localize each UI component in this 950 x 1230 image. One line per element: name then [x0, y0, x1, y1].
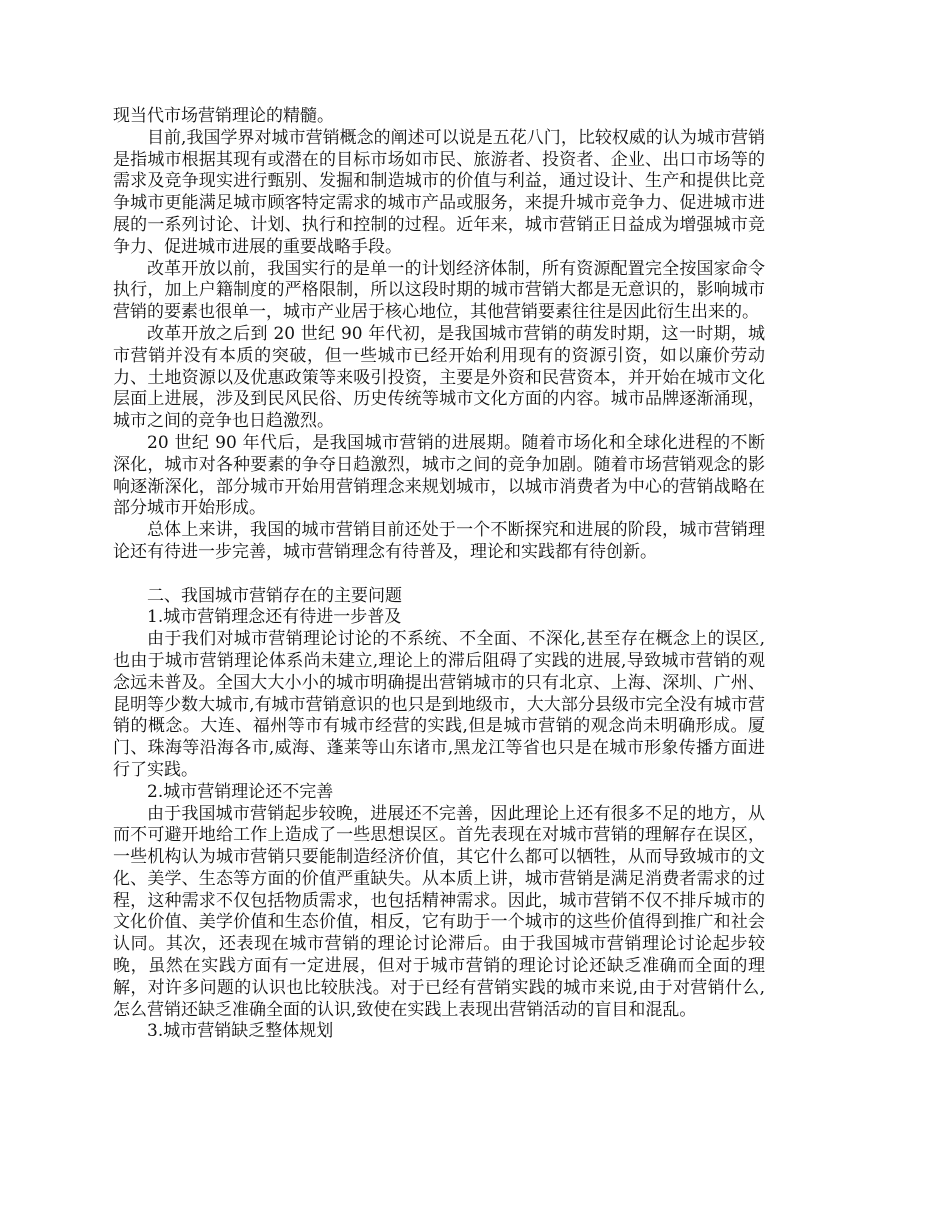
paragraph-pre-reform: 改革开放以前，我国实行的是单一的计划经济体制，所有资源配置完全按国家命令执行，加上户籍制度的严格限制，所以这段时期的城市营销大都是无意识的，影响城市营销的要素也很单一，城市产业居于核心地位，其他营销要素往往是因此衍生出来的。	[113, 258, 765, 323]
section-spacer	[113, 564, 765, 586]
paragraph-summary: 总体上来讲，我国的城市营销目前还处于一个不断探究和进展的阶段，城市营销理论还有待进一步完善，城市营销理念有待普及，理论和实践都有待创新。	[113, 520, 765, 562]
document-body	[113, 106, 765, 1043]
subsection-paragraph-1: 由于我们对城市营销理论讨论的不系统、不全面、不深化,甚至存在概念上的误区,也由于城市营销理论体系尚未建立,理论上的滞后阻碍了实践的进展,导致城市营销的观念远未普及。全国大大小小的城市明确提出营销城市的只有北京、上海、深圳、广州、昆明等少数大城市,有城市营销意识的也只是到地级市，大大部分县级市完全没有城市营销的概念。大连、福州等市有城市经营的实践,但是城市营销的观念尚未明确形成。厦门、珠海等沿海各市,威海、蓬莱等山东诸市,黑龙江等省也只是在城市形象传播方面进行了实践。	[113, 629, 765, 780]
paragraph-intro-fragment: 现当代市场营销理论的精髓。	[113, 106, 334, 126]
paragraph-development-period: 20 世纪 90 年代后，是我国城市营销的进展期。随着市场化和全球化进程的不断深化，城市对各种要素的争夺日趋激烈，城市之间的竞争加剧。随着市场营销观念的影响逐渐深化，部分城市开始用营销理念来规划城市，以城市消费者为中心的营销战略在部分城市开始形成。	[113, 432, 765, 519]
paragraph-definition: 目前,我国学界对城市营销概念的阐述可以说是五花八门，比较权威的认为城市营销是指城市根据其现有或潜在的目标市场如市民、旅游者、投资者、企业、出口市场等的需求及竞争现实进行甄别、发掘和制造城市的价值与利益，通过设计、生产和提供比竞争城市更能满足城市顾客特定需求的城市产品或服务，来提升城市竞争力、促进城市进展的一系列讨论、计划、执行和控制的过程。近年来，城市营销正日益成为增强城市竞争力、促进城市进展的重要战略手段。	[113, 127, 765, 257]
subsection-paragraph-2: 由于我国城市营销起步较晚，进展还不完善，因此理论上还有很多不足的地方，从而不可避开地给工作上造成了一些思想误区。首先表现在对城市营销的理解存在误区，一些机构认为城市营销只要能制造经济价值，其它什么都可以牺牲，从而导致城市的文化、美学、生态等方面的价值严重缺失。从本质上讲，城市营销是满足消费者需求的过程，这种需求不仅包括物质需求，也包括精神需求。因此，城市营销不仅不排斥城市的文化价值、美学价值和生态价值，相反，它有助于一个城市的这些价值得到推广和社会认同。其次，还表现在城市营销的理论讨论滞后。由于我国城市营销理论讨论起步较晚，虽然在实践方面有一定进展，但对于城市营销的理论讨论还缺乏准确而全面的理解，对许多问题的认识也比较肤浅。对于已经有营销实践的城市来说,由于对营销什么,怎么营销还缺乏准确全面的认识,致使在实践上表现出营销活动的盲目和混乱。	[113, 803, 765, 1020]
paragraph-early-period: 改革开放之后到 20 世纪 90 年代初，是我国城市营销的萌发时期，这一时期，城市营销并没有本质的突破，但一些城市已经开始利用现有的资源引资，如以廉价劳动力、土地资源以及优惠政策等来吸引投资，主要是外资和民营资本，并开始在城市文化层面上进展，涉及到民风民俗、历史传统等城市文化方面的内容。城市品牌逐渐涌现，城市之间的竞争也日趋激烈。	[113, 323, 765, 432]
subsection-title-3: 3.城市营销缺乏整体规划	[147, 1021, 334, 1042]
subsection-title-1: 1.城市营销理念还有待进一步普及	[147, 607, 402, 628]
section-title: 二、我国城市营销存在的主要问题	[147, 585, 402, 606]
subsection-title-2: 2.城市营销理论还不完善	[147, 781, 334, 802]
